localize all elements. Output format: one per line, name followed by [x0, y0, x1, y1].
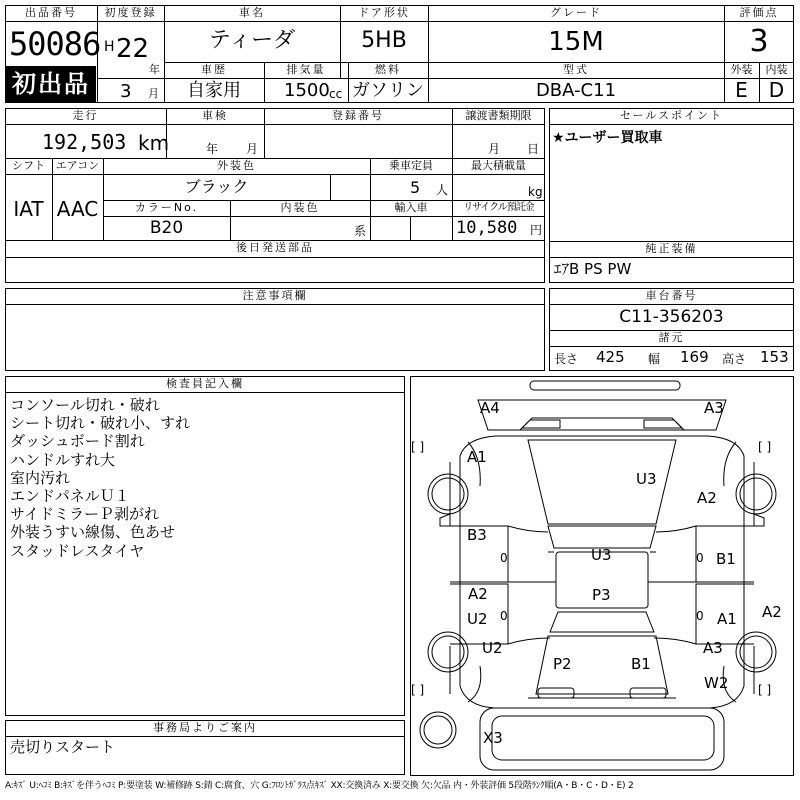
- spare-tire: [420, 712, 456, 748]
- inspection-month-unit: 月: [246, 142, 259, 156]
- era: H: [104, 39, 115, 55]
- interior-grade: D: [768, 78, 785, 102]
- inspector-line: サイドミラーＰ剥がれ: [10, 505, 159, 524]
- bracket: [ ]: [758, 440, 772, 454]
- height: 153: [760, 348, 789, 366]
- inspector-notes: [10, 396, 190, 560]
- chassis-no: C11-356203: [619, 307, 724, 327]
- tire-depth: 0: [500, 551, 508, 565]
- lot-no: 50086: [9, 25, 101, 63]
- model-label: 型式: [563, 63, 589, 76]
- damage-code-w2: W2: [704, 674, 729, 692]
- transfer-day-unit: 日: [527, 142, 540, 156]
- door-type: 5HB: [361, 28, 407, 53]
- transfer-label: 譲渡書類期限: [465, 109, 532, 122]
- fuel: ガソリン: [352, 80, 424, 101]
- reg-no-label: 登録番号: [332, 109, 384, 122]
- lot-no-label: 出品番号: [25, 6, 77, 19]
- import-label: 輸入車: [394, 201, 428, 214]
- sales-point: ★ユーザー買取車: [552, 130, 663, 146]
- bracket: [ ]: [411, 683, 425, 697]
- damage-code-p2: P2: [553, 655, 572, 673]
- inspector-line: 外装うすい線傷、色あせ: [10, 523, 176, 542]
- capacity-unit: 人: [436, 183, 449, 197]
- inspection-label: 車検: [202, 109, 228, 122]
- damage-code-b1-rear: B1: [631, 655, 651, 673]
- legend: A:ｷｽﾞ U:ﾍｺﾐ B:ｷｽﾞを伴うﾍｺﾐ P:要塗装 W:補修跡 S:錆 C:腐食、穴 G:ﾌﾛﾝﾄｶﾞﾗｽ点ｷｽﾞ XX:交換済み X:要交換 欠:欠品 内・外装評価 5段階ﾗﾝｸ順(A・B・C・D・E) 2: [5, 781, 634, 791]
- ac-label: エアコン: [55, 159, 100, 172]
- capacity: 5: [410, 178, 421, 197]
- inspector-label: 検査員記入欄: [166, 377, 244, 390]
- score: 3: [749, 24, 769, 59]
- rear-window: [550, 612, 654, 632]
- front-fascia: [478, 400, 726, 430]
- mileage-unit: km: [138, 131, 170, 155]
- int-color-label: 内装色: [280, 201, 320, 214]
- reg-year: 22: [116, 34, 150, 64]
- front-right-wheel: [736, 474, 776, 514]
- damage-code-b3: B3: [467, 526, 487, 544]
- damage-code-p3: P3: [592, 586, 611, 604]
- car-diagram: [410, 376, 794, 776]
- interior-label: 内装: [765, 63, 788, 76]
- max-load-label: 最大積載量: [471, 159, 526, 172]
- recycle-fee: 10,580: [456, 218, 518, 238]
- damage-code-b1-right: B1: [716, 550, 736, 568]
- damage-code-u3-hood: U3: [636, 470, 657, 488]
- capacity-label: 乗車定員: [389, 159, 433, 172]
- caution-label: 注意事項欄: [242, 289, 308, 302]
- equipment: ｴｱB PS PW: [554, 260, 632, 278]
- mileage-label: 走行: [72, 109, 99, 122]
- damage-code-a4: A4: [480, 399, 500, 417]
- damage-code-a3-rear: A3: [703, 639, 723, 657]
- reg-month: 3: [120, 81, 132, 102]
- color-no: B20: [149, 218, 184, 238]
- front-left-wheel: [428, 474, 468, 514]
- damage-code-a1-right: A1: [717, 610, 737, 628]
- month-unit: 月: [148, 87, 159, 100]
- max-load-unit: kg: [528, 185, 543, 199]
- first-listing-text: 初出品: [12, 70, 90, 98]
- damage-code-u2-rear: U2: [482, 639, 503, 657]
- windshield: [548, 526, 656, 548]
- inspector-line: ハンドルすれ大: [10, 450, 116, 469]
- front-bumper-bar: [530, 381, 680, 390]
- history: 自家用: [187, 80, 241, 101]
- inspector-line: 室内汚れ: [10, 468, 71, 487]
- displacement-label: 排気量: [286, 63, 326, 76]
- length: 425: [596, 348, 625, 366]
- grade: 15M: [548, 27, 604, 57]
- rear-right-wheel: [736, 632, 776, 672]
- damage-code-a2-edge: A2: [762, 603, 782, 621]
- damage-code-u3-roof: U3: [591, 546, 612, 564]
- damage-code-a2-left: A2: [468, 585, 488, 603]
- inspector-line: エンドパネルＵ１: [10, 487, 130, 506]
- rear-left-wheel: [428, 632, 468, 672]
- transfer-month-unit: 月: [488, 142, 501, 156]
- name-label: 車名: [239, 6, 265, 19]
- body-outline: [460, 436, 744, 708]
- ac: AAC: [56, 197, 99, 221]
- recycle-label: リサイクル預託金: [463, 202, 534, 213]
- width: 169: [680, 348, 709, 366]
- damage-code-x3: X3: [483, 729, 503, 747]
- left-mirror: [440, 514, 450, 526]
- damage-code-a2-front-right: A2: [697, 489, 717, 507]
- shift: IAT: [13, 197, 44, 221]
- tire-depth: 0: [500, 609, 508, 623]
- right-headlight: [644, 420, 682, 428]
- rear-bumper-bar: [538, 688, 574, 698]
- sales-label: セールスポイント: [619, 109, 723, 122]
- tire-depth: 0: [696, 551, 704, 565]
- ext-color-label: 外装色: [217, 159, 256, 172]
- car-name: ティーダ: [208, 28, 296, 53]
- shift-label: シフト: [12, 159, 45, 172]
- door-label: ドア形状: [358, 6, 410, 19]
- inspection-year-unit: 年: [206, 142, 219, 156]
- mileage: 192,503: [42, 130, 127, 154]
- inspector-line: シート切れ・破れ小、すれ: [10, 414, 191, 433]
- bracket: [ ]: [758, 683, 772, 697]
- chassis-label: 車台番号: [645, 289, 698, 302]
- fuel-label: 燃料: [375, 63, 401, 76]
- office-label: 事務局よりご案内: [153, 721, 257, 734]
- recycle-unit: 円: [530, 223, 543, 237]
- width-label: 幅: [648, 352, 661, 366]
- equipment-label: 純正装備: [645, 242, 698, 255]
- color-no-label: カラーNo.: [134, 201, 199, 214]
- length-label: 長さ: [554, 352, 579, 366]
- office-text: 売切りスタート: [10, 738, 116, 756]
- first-reg-label: 初度登録: [104, 6, 157, 19]
- trunk-floor: [480, 708, 724, 770]
- parts-label: 後日発送部品: [236, 241, 314, 254]
- int-color-unit: 系: [354, 224, 367, 238]
- left-headlight: [522, 420, 560, 428]
- dims-label: 諸元: [658, 331, 685, 344]
- exterior-grade: E: [735, 78, 748, 102]
- damage-code-a3-front: A3: [704, 399, 724, 417]
- inspector-line: ダッシュボード割れ: [10, 432, 145, 451]
- bracket: [ ]: [411, 440, 425, 454]
- inspector-line: コンソール切れ・破れ: [10, 396, 160, 414]
- grade-label: グレード: [550, 6, 602, 19]
- exterior-label: 外装: [730, 63, 753, 76]
- displacement-unit: cc: [329, 87, 343, 101]
- model: DBA-C11: [535, 80, 617, 101]
- inspector-line: スタッドレスタイヤ: [10, 541, 145, 560]
- height-label: 高さ: [722, 352, 747, 366]
- score-label: 評価点: [739, 6, 779, 19]
- displacement: 1500: [284, 80, 330, 101]
- year-unit: 年: [149, 63, 160, 76]
- tire-depth: 0: [696, 609, 704, 623]
- right-mirror: [754, 514, 764, 526]
- damage-code-a1-front: A1: [467, 448, 487, 466]
- ext-color: ブラック: [184, 177, 249, 196]
- history-label: 車歴: [201, 63, 227, 76]
- damage-code-u2-left: U2: [467, 610, 488, 628]
